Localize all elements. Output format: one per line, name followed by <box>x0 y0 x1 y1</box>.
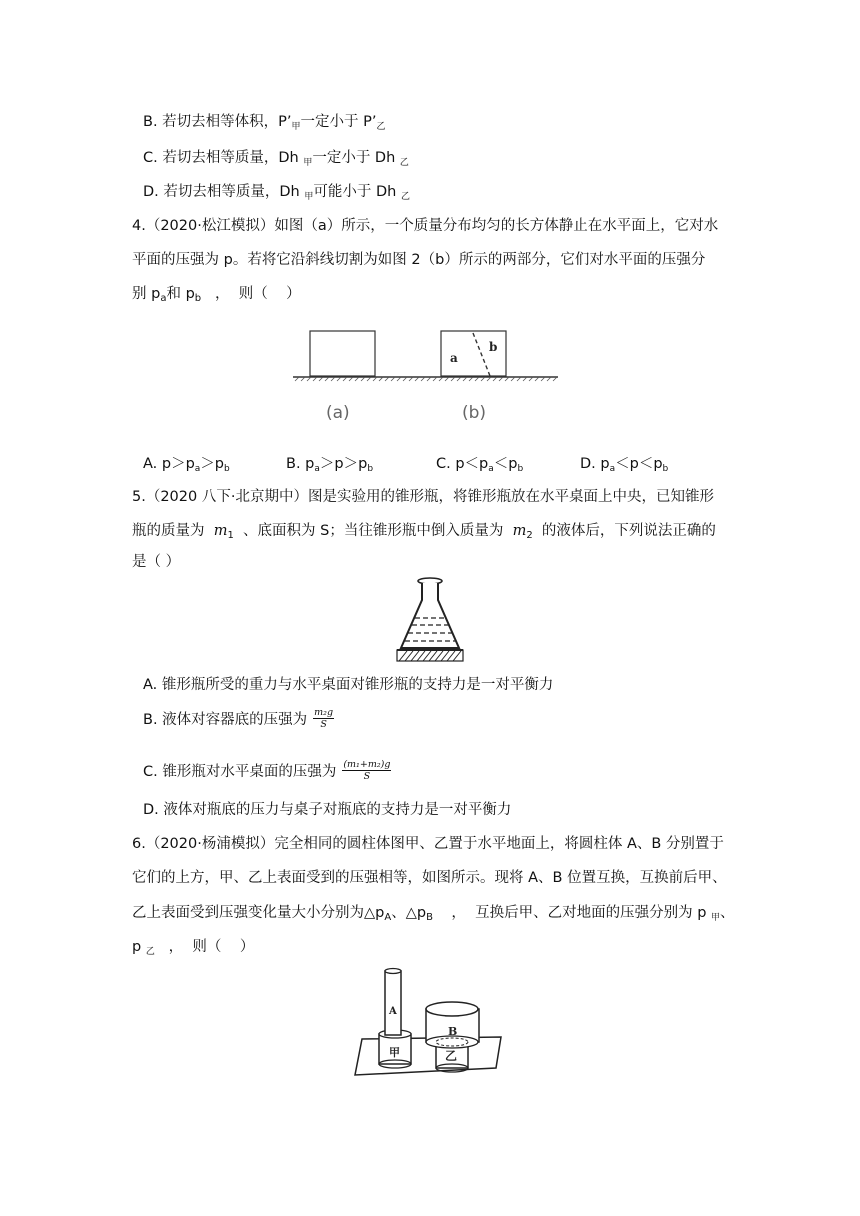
q4-l3-t2: 和 p <box>166 286 195 302</box>
q4-option-c <box>436 452 523 474</box>
q4-c-t2: ＜p <box>493 456 518 472</box>
q6-label-a: A <box>389 1006 397 1017</box>
q4-l3-t3: ， 则（ ） <box>201 286 301 302</box>
q5-line3: 是（ ） <box>132 554 181 570</box>
q4-a-s1: a <box>194 464 201 474</box>
q4-caption-b: (b) <box>462 403 487 423</box>
q3-c-text1: C. 若切去相等质量，Dh <box>143 150 304 166</box>
q6-l3-t2: 、△p <box>391 905 427 921</box>
q3-d-text1: D. 若切去相等质量，Dh <box>143 184 305 200</box>
q4-a-s2: b <box>224 464 230 474</box>
q3-b-sub2: 乙 <box>376 122 386 132</box>
q4-option-b <box>286 452 373 474</box>
q5-m2: m <box>512 523 527 539</box>
q6-cylinders-figure <box>352 964 508 1082</box>
q6-line3 <box>132 903 735 928</box>
q4-line3 <box>132 284 301 309</box>
q5-b-num: m₂g <box>314 706 334 718</box>
q6-label-jia: 甲 <box>389 1046 400 1059</box>
flask-body <box>401 583 459 648</box>
q4-b-s2: b <box>367 464 374 474</box>
q5-m1: m <box>213 523 228 539</box>
q6-l3-t4: 、 <box>720 905 735 921</box>
q6-l4-t2: ， 则（ ） <box>154 939 255 955</box>
q5-c-num: (m₁+m₂)g <box>343 758 391 770</box>
q6-l3-sjia: 甲 <box>711 913 721 923</box>
q4-d-t1: D. p <box>580 456 610 472</box>
q4-figure <box>290 325 565 430</box>
q5-m2-sub: 2 <box>526 530 533 541</box>
q4-d-s1: a <box>609 464 616 474</box>
q5-c-den: S <box>363 770 371 782</box>
q5-line1: 5.（2020 八下·北京期中）图是实验用的锥形瓶，将锥形瓶放在水平桌面上中央，已知锥形 <box>132 489 714 505</box>
q3-b-sub1: 甲 <box>291 122 301 132</box>
q4-l3-sa: a <box>160 293 167 304</box>
q5-b-den: S <box>320 718 327 730</box>
q4-b-t1: B. p <box>286 456 315 472</box>
q6-line1: 6.（2020·杨浦模拟）完全相同的圆柱体图甲、乙置于水平地面上，将圆柱体 A、B 分别置于 <box>132 836 724 852</box>
q3-b-text2: 一定小于 P’ <box>300 114 377 130</box>
q4-line2: 平面的压强为 p。若将它沿斜线切割为如图 2（b）所示的两部分，它们对水平面的压强分 <box>132 252 706 268</box>
q5-option-b <box>143 706 334 730</box>
q4-c-s1: a <box>488 464 494 474</box>
q4-part-b-label: b <box>489 340 498 354</box>
q6-line4 <box>132 937 254 962</box>
q6-l3-t3: ， 互换后甲、乙对地面的压强分别为 p <box>432 905 712 921</box>
q5-option-d: D. 液体对瓶底的压力与桌子对瓶底的支持力是一对平衡力 <box>143 802 512 818</box>
q3-c-sub1: 甲 <box>303 158 313 168</box>
q4-c-s2: b <box>517 464 524 474</box>
q5-l2-t3: 的液体后，下列说法正确的 <box>532 523 716 539</box>
q5-c-text: C. 锥形瓶对水平桌面的压强为 <box>143 764 337 780</box>
q5-option-a: A. 锥形瓶所受的重力与水平桌面对锥形瓶的支持力是一对平衡力 <box>143 677 554 693</box>
q3-c-text2: 一定小于 Dh <box>312 150 400 166</box>
q5-line2 <box>132 521 716 546</box>
q6-l3-t1: 乙上表面受到压强变化量大小分别为△p <box>132 905 385 921</box>
q4-option-d <box>580 452 668 474</box>
q5-m1-sub: 1 <box>227 530 234 541</box>
q4-b-s1: a <box>314 464 320 474</box>
q4-caption-a: (a) <box>326 403 350 423</box>
q5-c-fraction <box>342 759 391 782</box>
q4-b-t2: ＞p＞p <box>319 456 368 472</box>
q3-option-d <box>143 182 410 207</box>
q4-d-s2: b <box>662 464 669 474</box>
q5-flask-figure <box>393 575 469 667</box>
cylinder-a <box>385 969 401 1036</box>
q3-option-b <box>143 112 386 137</box>
q6-line2: 它们的上方，甲、乙上表面受到的压强相等，如图所示。现将 A、B 位置互换，互换前后甲、 <box>132 870 727 886</box>
q4-box-a <box>310 331 375 376</box>
q4-part-a-label: a <box>450 351 458 365</box>
q4-c-t1: C. p＜p <box>436 456 489 472</box>
q5-l2-t2: 、底面积为 S；当往锥形瓶中倒入质量为 <box>233 523 513 539</box>
q5-b-fraction <box>313 707 334 730</box>
q5-option-c <box>143 758 391 782</box>
q4-line1: 4.（2020·松江模拟）如图（a）所示，一个质量分布均匀的长方体静止在水平面上，它对水 <box>132 218 719 234</box>
q3-c-sub2: 乙 <box>399 158 409 168</box>
q4-l3-sb: b <box>194 293 202 304</box>
q6-label-b: B <box>448 1025 458 1038</box>
flask-table-hatch <box>399 651 461 661</box>
q4-d-t2: ＜p＜p <box>615 456 663 472</box>
q4-a-t2: ＞p <box>200 456 225 472</box>
q3-d-sub2: 乙 <box>400 192 410 202</box>
q6-l3-sa: A <box>384 912 392 923</box>
q3-d-sub1: 甲 <box>304 192 314 202</box>
q5-l2-t1: 瓶的质量为 <box>132 523 214 539</box>
q4-l3-t1: 别 p <box>132 286 161 302</box>
q6-l4-t1: p <box>132 939 146 955</box>
q6-l3-sb: B <box>426 912 433 923</box>
q5-b-text: B. 液体对容器底的压强为 <box>143 712 308 728</box>
q4-a-t1: A. p＞p <box>143 456 195 472</box>
q6-label-yi: 乙 <box>445 1049 458 1063</box>
q3-d-text2: 可能小于 Dh <box>313 184 401 200</box>
q3-option-c <box>143 148 409 173</box>
q3-b-text1: B. 若切去相等体积，P’ <box>143 114 292 130</box>
q6-l4-syi: 乙 <box>145 947 155 957</box>
q4-option-a <box>143 452 230 474</box>
